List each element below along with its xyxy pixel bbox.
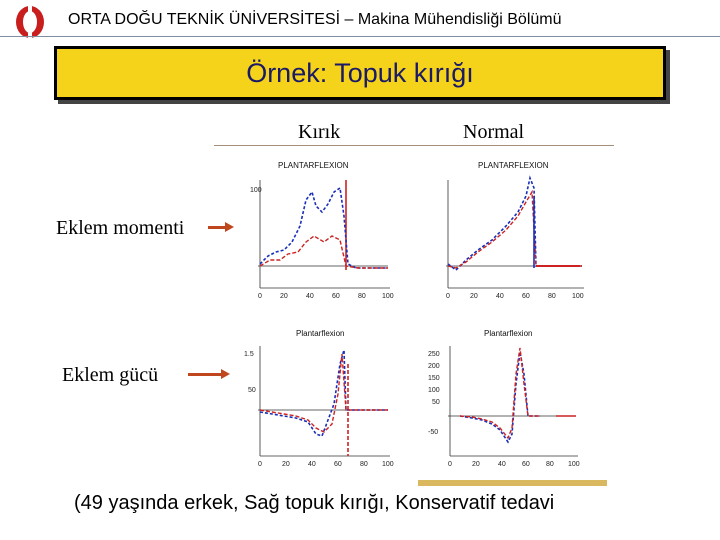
x-tick: 40: [498, 461, 506, 468]
column-label-fracture: Kırık: [298, 121, 341, 143]
x-tick: 60: [522, 293, 530, 300]
plot-moment-fracture: [228, 156, 404, 302]
row-label-power: Eklem gücü: [62, 364, 159, 386]
x-tick: 100: [568, 461, 580, 468]
moment-arrow: [208, 226, 226, 229]
x-tick: 40: [496, 293, 504, 300]
plot-power-fracture: [228, 324, 404, 470]
y-tick: 200: [428, 363, 440, 370]
slide-title-box: [54, 46, 666, 100]
x-tick: 60: [334, 461, 342, 468]
plot-title: PLANTARFLEXION: [278, 161, 349, 170]
x-tick: 100: [382, 461, 394, 468]
x-tick: 60: [332, 293, 340, 300]
plot-title: PLANTARFLEXION: [478, 161, 549, 170]
y-tick: 1.5: [244, 351, 254, 358]
y-tick: 250: [428, 351, 440, 358]
x-tick: 40: [308, 461, 316, 468]
x-tick: 80: [546, 461, 554, 468]
footnote: (49 yaşında erkek, Sağ topuk kırığı, Konservatif tedavi: [74, 492, 555, 514]
y-tick: 150: [428, 375, 440, 382]
column-divider: [214, 145, 614, 146]
x-tick: 20: [280, 293, 288, 300]
y-tick: 50: [248, 387, 256, 394]
plot-title: Plantarflexion: [296, 329, 345, 338]
x-tick: 80: [358, 293, 366, 300]
column-label-normal: Normal: [463, 121, 525, 143]
x-tick: 0: [258, 461, 262, 468]
plot-moment-normal: [422, 156, 598, 302]
y-tick: -50: [428, 429, 439, 436]
x-tick: 60: [522, 461, 530, 468]
x-tick: 100: [572, 293, 584, 300]
accent-bar: [418, 480, 607, 486]
header-divider: [0, 36, 720, 37]
plot-title: Plantarflexion: [484, 329, 533, 338]
header-title: ORTA DOĞU TEKNİK ÜNİVERSİTESİ – Makina Mühendisliği Bölümü: [68, 11, 562, 28]
x-tick: 80: [360, 461, 368, 468]
university-logo: [14, 4, 46, 40]
x-tick: 100: [382, 293, 394, 300]
x-tick: 20: [472, 461, 480, 468]
y-tick: 100: [250, 187, 262, 194]
x-tick: 0: [258, 293, 262, 300]
y-tick: 50: [432, 399, 440, 406]
x-tick: 40: [306, 293, 314, 300]
x-tick: 20: [470, 293, 478, 300]
x-tick: 0: [448, 461, 452, 468]
x-tick: 0: [446, 293, 450, 300]
power-arrow: [188, 373, 222, 376]
row-label-moment: Eklem momenti: [56, 217, 185, 239]
plot-power-normal: [416, 324, 592, 470]
y-tick: 100: [428, 387, 440, 394]
x-tick: 20: [282, 461, 290, 468]
x-tick: 80: [548, 293, 556, 300]
slide-title: Örnek: Topuk kırığı: [246, 58, 474, 88]
